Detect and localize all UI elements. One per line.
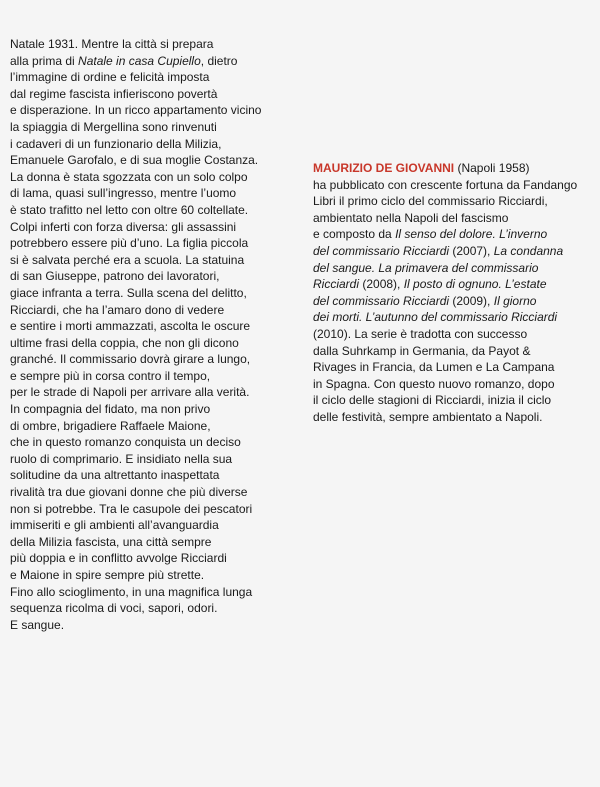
italic-title-segment: Natale in casa Cupiello	[78, 53, 201, 68]
text-segment: più doppia e in conflitto avvolge Ricciardi	[10, 551, 227, 566]
author-name: MAURIZIO DE GIOVANNI	[313, 161, 455, 175]
italic-title-segment: Il posto di ognuno. L’estate	[403, 277, 547, 292]
synopsis-line	[10, 418, 310, 435]
italic-title-segment: dei morti. L’autunno del commissario Ricciardi	[313, 310, 558, 325]
italic-title-segment: del sangue. La primavera del commissario	[313, 260, 539, 275]
text-segment: potrebbero essere più d’uno. La figlia piccola	[10, 236, 249, 251]
text-segment: (2010). La serie è tradotta con successo	[313, 326, 528, 341]
text-segment: E sangue.	[10, 617, 65, 632]
bio-line	[313, 326, 598, 343]
text-segment: ha pubblicato con crescente fortuna da Fandango	[313, 177, 578, 192]
bio-line	[313, 193, 598, 210]
bio-line	[313, 160, 598, 177]
text-segment: immiseriti e gli ambienti all’avanguardia	[10, 518, 219, 533]
italic-title-segment: Il giorno	[493, 293, 537, 308]
text-segment: (2009),	[449, 293, 494, 308]
text-segment: e sempre più in corsa contro il tempo,	[10, 368, 211, 383]
text-segment: granché. Il commissario dovrà girare a lungo,	[10, 352, 251, 367]
synopsis-line	[10, 219, 310, 236]
synopsis-line	[10, 335, 310, 352]
synopsis-line	[10, 517, 310, 534]
text-segment: Colpi inferti con forza diversa: gli assassini	[10, 219, 237, 234]
text-segment: Ricciardi, che ha l’amaro dono di vedere	[10, 302, 225, 317]
italic-title-segment: Ricciardi	[313, 277, 360, 292]
synopsis-line	[10, 600, 310, 617]
synopsis-line	[10, 285, 310, 302]
bio-line	[313, 359, 598, 376]
text-segment: di san Giuseppe, patrono dei lavoratori,	[10, 269, 220, 284]
bio-line	[313, 392, 598, 409]
author-bio-block	[313, 160, 598, 426]
synopsis-line	[10, 86, 310, 103]
text-segment: e disperazione. In un ricco appartamento vicino	[10, 103, 262, 118]
text-segment: (Napoli 1958)	[454, 161, 530, 175]
synopsis-line	[10, 384, 310, 401]
synopsis-line	[10, 36, 310, 53]
synopsis-line	[10, 268, 310, 285]
bio-line	[313, 177, 598, 194]
italic-title-segment: La condanna	[493, 243, 564, 258]
text-segment: i cadaveri di un funzionario della Milizia,	[10, 136, 222, 151]
synopsis-line	[10, 152, 310, 169]
text-segment: e Maione in spire sempre più strette.	[10, 568, 205, 582]
text-segment: ultime frasi della coppia, che non gli dicono	[10, 335, 239, 350]
text-segment: , dietro	[200, 53, 238, 68]
text-segment: solitudine da una altrettanto inaspettata	[10, 468, 220, 483]
synopsis-line	[10, 484, 310, 501]
text-segment: non si potrebbe. Tra le casupole dei pescatori	[10, 501, 253, 516]
bio-line	[313, 409, 598, 426]
text-segment: dalla Suhrkamp in Germania, da Payot &	[313, 343, 531, 358]
text-segment: In compagnia del fidato, ma non privo	[10, 402, 211, 417]
synopsis-line	[10, 318, 310, 335]
text-segment: dal regime fascista infieriscono povertà	[10, 86, 218, 101]
synopsis-line	[10, 185, 310, 202]
synopsis-line	[10, 119, 310, 136]
synopsis-text-block	[10, 36, 310, 633]
synopsis-line	[10, 351, 310, 368]
text-segment: Fino allo scioglimento, in una magnifica lunga	[10, 584, 253, 599]
text-segment: (2008),	[359, 277, 404, 292]
text-segment: che in questo romanzo conquista un deciso	[10, 435, 241, 450]
synopsis-line	[10, 550, 310, 567]
synopsis-line	[10, 501, 310, 518]
italic-title-segment: del commissario Ricciardi	[313, 243, 450, 258]
text-segment: ruolo di comprimario. E insidiato nella sua	[10, 451, 233, 466]
text-segment: e composto da	[313, 227, 396, 242]
text-segment: è stato trafitto nel letto con oltre 60 coltellate.	[10, 202, 249, 217]
text-segment: di lama, quasi sull’ingresso, mentre l’uomo	[10, 186, 237, 201]
text-segment: si è salvata perché era a scuola. La statuina	[10, 252, 245, 267]
bio-line	[313, 376, 598, 393]
text-segment: l’immagine di ordine e felicità imposta	[10, 70, 210, 85]
synopsis-line	[10, 302, 310, 319]
synopsis-line	[10, 235, 310, 252]
text-segment: il ciclo delle stagioni di Ricciardi, inizia il ciclo	[313, 393, 552, 408]
text-segment: la spiaggia di Mergellina sono rinvenuti	[10, 119, 217, 134]
text-segment: delle festività, sempre ambientato a Napoli.	[313, 409, 543, 424]
bio-line	[313, 243, 598, 260]
bio-line	[313, 276, 598, 293]
synopsis-line	[10, 252, 310, 269]
text-segment: (2007),	[449, 243, 494, 258]
synopsis-line	[10, 617, 310, 634]
synopsis-line	[10, 102, 310, 119]
text-segment: in Spagna. Con questo nuovo romanzo, dopo	[313, 376, 555, 391]
synopsis-line	[10, 169, 310, 186]
text-segment: Libri il primo ciclo del commissario Ricciardi,	[313, 194, 548, 209]
text-segment: alla prima di	[10, 53, 79, 68]
text-segment: della Milizia fascista, una città sempre	[10, 534, 212, 549]
synopsis-line	[10, 567, 310, 584]
text-segment: rivalità tra due giovani donne che più diverse	[10, 485, 248, 500]
synopsis-line	[10, 467, 310, 484]
text-segment: Rivages in Francia, da Lumen e La Campana	[313, 360, 555, 375]
synopsis-line	[10, 69, 310, 86]
text-segment: e sentire i morti ammazzati, ascolta le oscure	[10, 319, 251, 334]
bio-line	[313, 343, 598, 360]
bio-line	[313, 260, 598, 277]
text-segment: Natale 1931. Mentre la città si prepara	[10, 37, 214, 51]
synopsis-line	[10, 451, 310, 468]
synopsis-line	[10, 53, 310, 70]
text-segment: La donna è stata sgozzata con un solo colpo	[10, 169, 248, 184]
bio-line	[313, 293, 598, 310]
bio-line	[313, 309, 598, 326]
text-segment: sequenza ricolma di voci, sapori, odori.	[10, 601, 218, 616]
synopsis-line	[10, 401, 310, 418]
text-segment: di ombre, brigadiere Raffaele Maione,	[10, 418, 211, 433]
bio-line	[313, 226, 598, 243]
synopsis-line	[10, 136, 310, 153]
italic-title-segment: Il senso del dolore. L’inverno	[395, 227, 548, 242]
text-segment: per le strade di Napoli per arrivare alla verità.	[10, 385, 250, 400]
text-segment: ambientato nella Napoli del fascismo	[313, 210, 509, 225]
text-segment: giace infranta a terra. Sulla scena del delitto,	[10, 285, 247, 300]
text-segment: Emanuele Garofalo, e di sua moglie Costanza.	[10, 153, 259, 168]
synopsis-line	[10, 434, 310, 451]
synopsis-line	[10, 202, 310, 219]
synopsis-line	[10, 368, 310, 385]
synopsis-line	[10, 584, 310, 601]
italic-title-segment: del commissario Ricciardi	[313, 293, 450, 308]
bio-line	[313, 210, 598, 227]
synopsis-line	[10, 534, 310, 551]
